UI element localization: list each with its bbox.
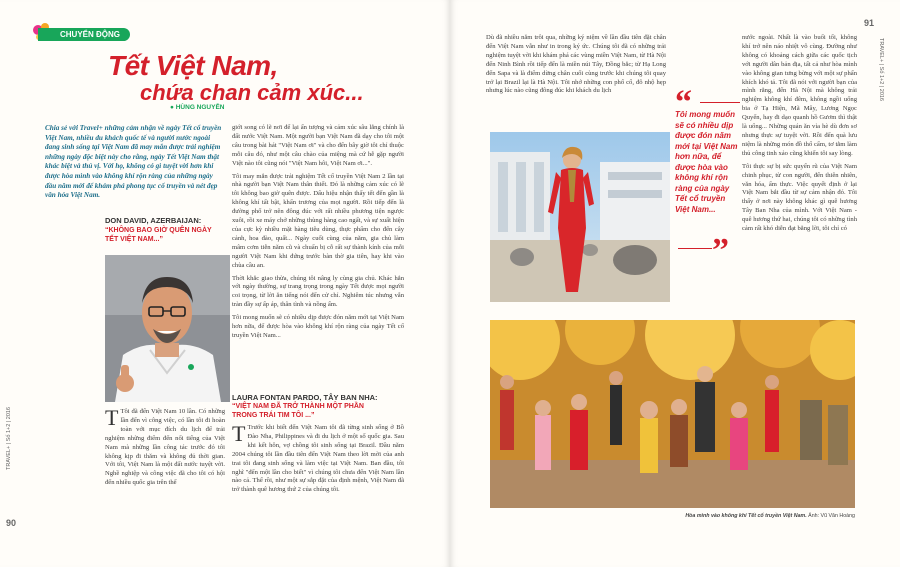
speaker2-story — [232, 421, 404, 495]
pullquote-rule-bottom — [678, 248, 712, 249]
dropcap: T — [232, 421, 246, 446]
column-2 — [232, 124, 404, 345]
col2-paragraph: Tôi mong muốn sẽ có nhiều dịp được đón năm mới tại Việt Nam hơn nữa, để được hòa vào không khí rộn ràng của ngày Tết cổ truyền Việt Nam... — [232, 314, 404, 339]
speaker1-quote: “KHÔNG BAO GIỜ QUÊN NGÀY TẾT VIỆT NAM...” — [105, 227, 212, 243]
speaker1-story — [105, 405, 225, 488]
col4-paragraph: nước ngoài. Nhất là vào buổi tối, không khí trở nên náo nhiệt vô cùng. Đường như không có khoảng cách giữa các quốc tịch với người dân bản địa, tất cả như hòa mình vào không gian tưng bừng với một sự phấn khích khó tả. Tôi đã nói với người bạn của mình rằng, đến Hà Nội mà không trải nghiệm không khí đêm, không ngồi uống bia ở Tạ Hiện, Mã Mây, Lương Ngọc Quyến, hay đi dạo quanh hồ Gươm thì thật là uổng... Những quán ăn vỉa hè dù đơn sơ nhưng thực sự tuyệt vời. Rồi đến quà lưu niệm là những món đồ thổ cẩm, tơ tằm làm thủ công tinh xảo cũng khiến tôi say lòng. — [742, 34, 857, 157]
photo-caption — [600, 513, 855, 519]
woman-ao-dai-image — [490, 132, 670, 302]
open-quote-icon: “ — [675, 84, 692, 121]
page-number-left: 90 — [6, 518, 17, 528]
speaker2-quote: “VIỆT NAM ĐÃ TRỞ THÀNH MỘT PHẦN TRONG TRÁI TIM TÔI ...” — [232, 403, 364, 419]
speaker2-text: Trước khi biết đến Việt Nam tôi đã từng sinh sống ở Bồ Đào Nha, Philippines và đi du lịch ở một số quốc gia. Sau khi kết hôn, vợ chồng tôi sinh sống tại Brazil. Đầu năm 2004 chúng tôi lần đầu tiên đến Việt Nam theo lời mời của anh trai tôi đang sinh sống và làm việc tại Việt Nam. Ban đầu, tôi nghĩ "đến một lần cho biết" vì chúng tôi chưa đến Việt Nam lần nào cả. Thế rồi, như một sự sắp đặt của định mệnh, Việt Nam đã trở thành quê hương thứ 2 của chúng tôi. — [232, 424, 404, 494]
col2-paragraph: Thời khắc giao thừa, chúng tôi nâng ly cùng gia chủ. Khác hẳn với ngày thường, sự trang trọng trong ngày Tết được mọi người coi trọng, từ lời ăn tiếng nói đến cử chỉ. Nghiêm túc nhưng vẫn tràn đầy sự ấp áp, thân tình và nồng ấm. — [232, 274, 404, 309]
children-celebration-image — [490, 320, 855, 508]
speaker2-name: LAURA FONTAN PARDO, TÂY BAN NHA: — [232, 393, 378, 402]
col4-paragraph: Tôi thực sự bị sức quyến rũ của Việt Nam chinh phục, từ con người, đến thiên nhiên, văn hóa, ẩm thực. Việc quyết định ở lại Việt Nam bắt đầu từ sự cảm nhận đó. Tôi thấy ở nơi này không khác gì quê hương Tây Ban Nha của mình. Với Việt Nam - quê hương thứ hai, chúng tôi có những tình cảm rất khó diễn đạt bằng lời, tôi chỉ có — [742, 162, 857, 233]
column-3: Dù đã nhiều năm trôi qua, những ký niệm về lần đầu tiên đặt chân đến Việt Nam vẫn như in trong ký ức. Chúng tôi đã có những trải nghiệm tuyệt vời khi khám phá các vùng miền Việt Nam, từ Hà Nội đến Ninh Bình rồi tiếp đến là miền núi Tây, Đồng bắc; từ Hạ Long đến Sapa và là điểm dừng chân cuối cùng trước khi chúng tôi quay trở lại Brazil lại là Hà Nội. Tôi nhớ những con phố cổ, đô nhộ hẹp nhưng lúc nào cũng đông đúc khi khách du lịch — [486, 34, 666, 95]
pullquote-rule-top — [700, 102, 740, 103]
caption-credit: Ảnh: Vũ Văn Hoàng — [806, 513, 855, 519]
photo-laura — [490, 132, 670, 302]
col2-paragraph: Tôi may mắn được trải nghiệm Tết cổ truyền Việt Nam 2 lần tại nhà người bạn Việt Nam thân thiết. Đó là những cảm xúc có lẽ tôi không bao giờ quên được. Dấu hiệu nhận thấy tết đến gần là không khí tất bật, khẩn trương của mọi người. Rồi tiếp đến là đường phố trở nên đông đúc với rất nhiều phương tiện ngược xuôi, rồi xe máy chở những thùng hàng cao ngất, và sự xuất hiện của cực kỳ nhiều mặt hàng tiêu dùng, thực phẩm cho đến cây cảnh, hoa đào, quất... Ngày cuối cùng của năm, gia chủ làm mâm cơm tiễn năm cũ và chuẩn bị cỗ rất sự thành kính của mỗi người Việt Nam khi đứng trước bàn thờ gia tiên, hay khi vào chùa cầu an. — [232, 172, 404, 269]
left-side-label: TRAVEL+ | Số 1+2 | 2016 — [6, 407, 12, 470]
caption-text: Hòa mình vào không khí Tết cổ truyền Việt Nam. — [685, 513, 807, 519]
speaker1-text: Tôi đã đến Việt Nam 10 lần. Có những lần đến vì công việc, có lần tôi đi hoàn toàn với mục đích du lịch để trải nghiệm những điểm đến nổi tiếng của Việt Nam mà những lần công tác trước đó tôi không kịp đi thăm và không đủ thời gian. Với tôi, Việt Nam là một đất nước tuyệt vời. Nghề nghiệp và công việc đã cho tôi có hội đến nhiều quốc gia trên thế — [105, 408, 225, 487]
page-number-right: 91 — [864, 18, 875, 28]
photo-don-david — [105, 255, 230, 402]
column-4 — [742, 34, 857, 238]
section-tag: CHUYỂN ĐỘNG — [38, 28, 130, 41]
article-title-line1: Tết Việt Nam, — [108, 50, 278, 81]
close-quote-icon: ” — [712, 232, 729, 269]
col2-paragraph: giới song có lẽ nơi để lại ấn tượng và cảm xúc sâu lắng chính là đất nước Việt Nam. Một người bạn Việt Nam đã dạy cho tôi một câu trong bài hát "Việt Nam ơi" và cho đến bây giờ tôi chỉ thuộc mỗi câu đó, như một câu chào của miệng mà cứ hễ gặp người Việt nào tôi cũng nói "Việt Nam hôi, Việt Nam ơi...". — [232, 124, 404, 167]
right-side-label: TRAVEL+ | Số 1+2 | 2016 — [878, 38, 884, 101]
author-byline: ● HÙNG NGUYỄN — [170, 104, 225, 111]
article-title-line2: chứa chan cảm xúc... — [140, 80, 364, 105]
lead-paragraph: Chia sẻ với Travel+ những cảm nhận về ngày Tết cổ truyền Việt Nam, nhiều du khách quốc tế và người nước ngoài đang sinh sống tại Việt Nam đã may mắn được trải nghiệm những ngày độc biệt này cho rằng, ngày Tết Việt Nam thật khác biệt và thú vị. Với họ, không có gì tuyệt vời hơn khi được hòa mình vào không khí rộn ràng của những ngày đầu năm mới để khám phá phong tục cổ truyền và nét đẹp văn hóa Việt Nam. — [45, 124, 222, 200]
photo-children-tet — [490, 320, 855, 508]
pullquote: Tôi mong muốn sẽ có nhiều dịp được đón năm mới tại Việt Nam hơn nữa, để được hòa vào không khí rộn ràng của ngày Tết cổ truyền Việt Nam... — [675, 110, 738, 214]
chef-portrait-image — [105, 255, 230, 402]
dropcap: T — [105, 405, 119, 430]
speaker1-name: DON DAVID, AZERBAIJAN: — [105, 216, 202, 225]
